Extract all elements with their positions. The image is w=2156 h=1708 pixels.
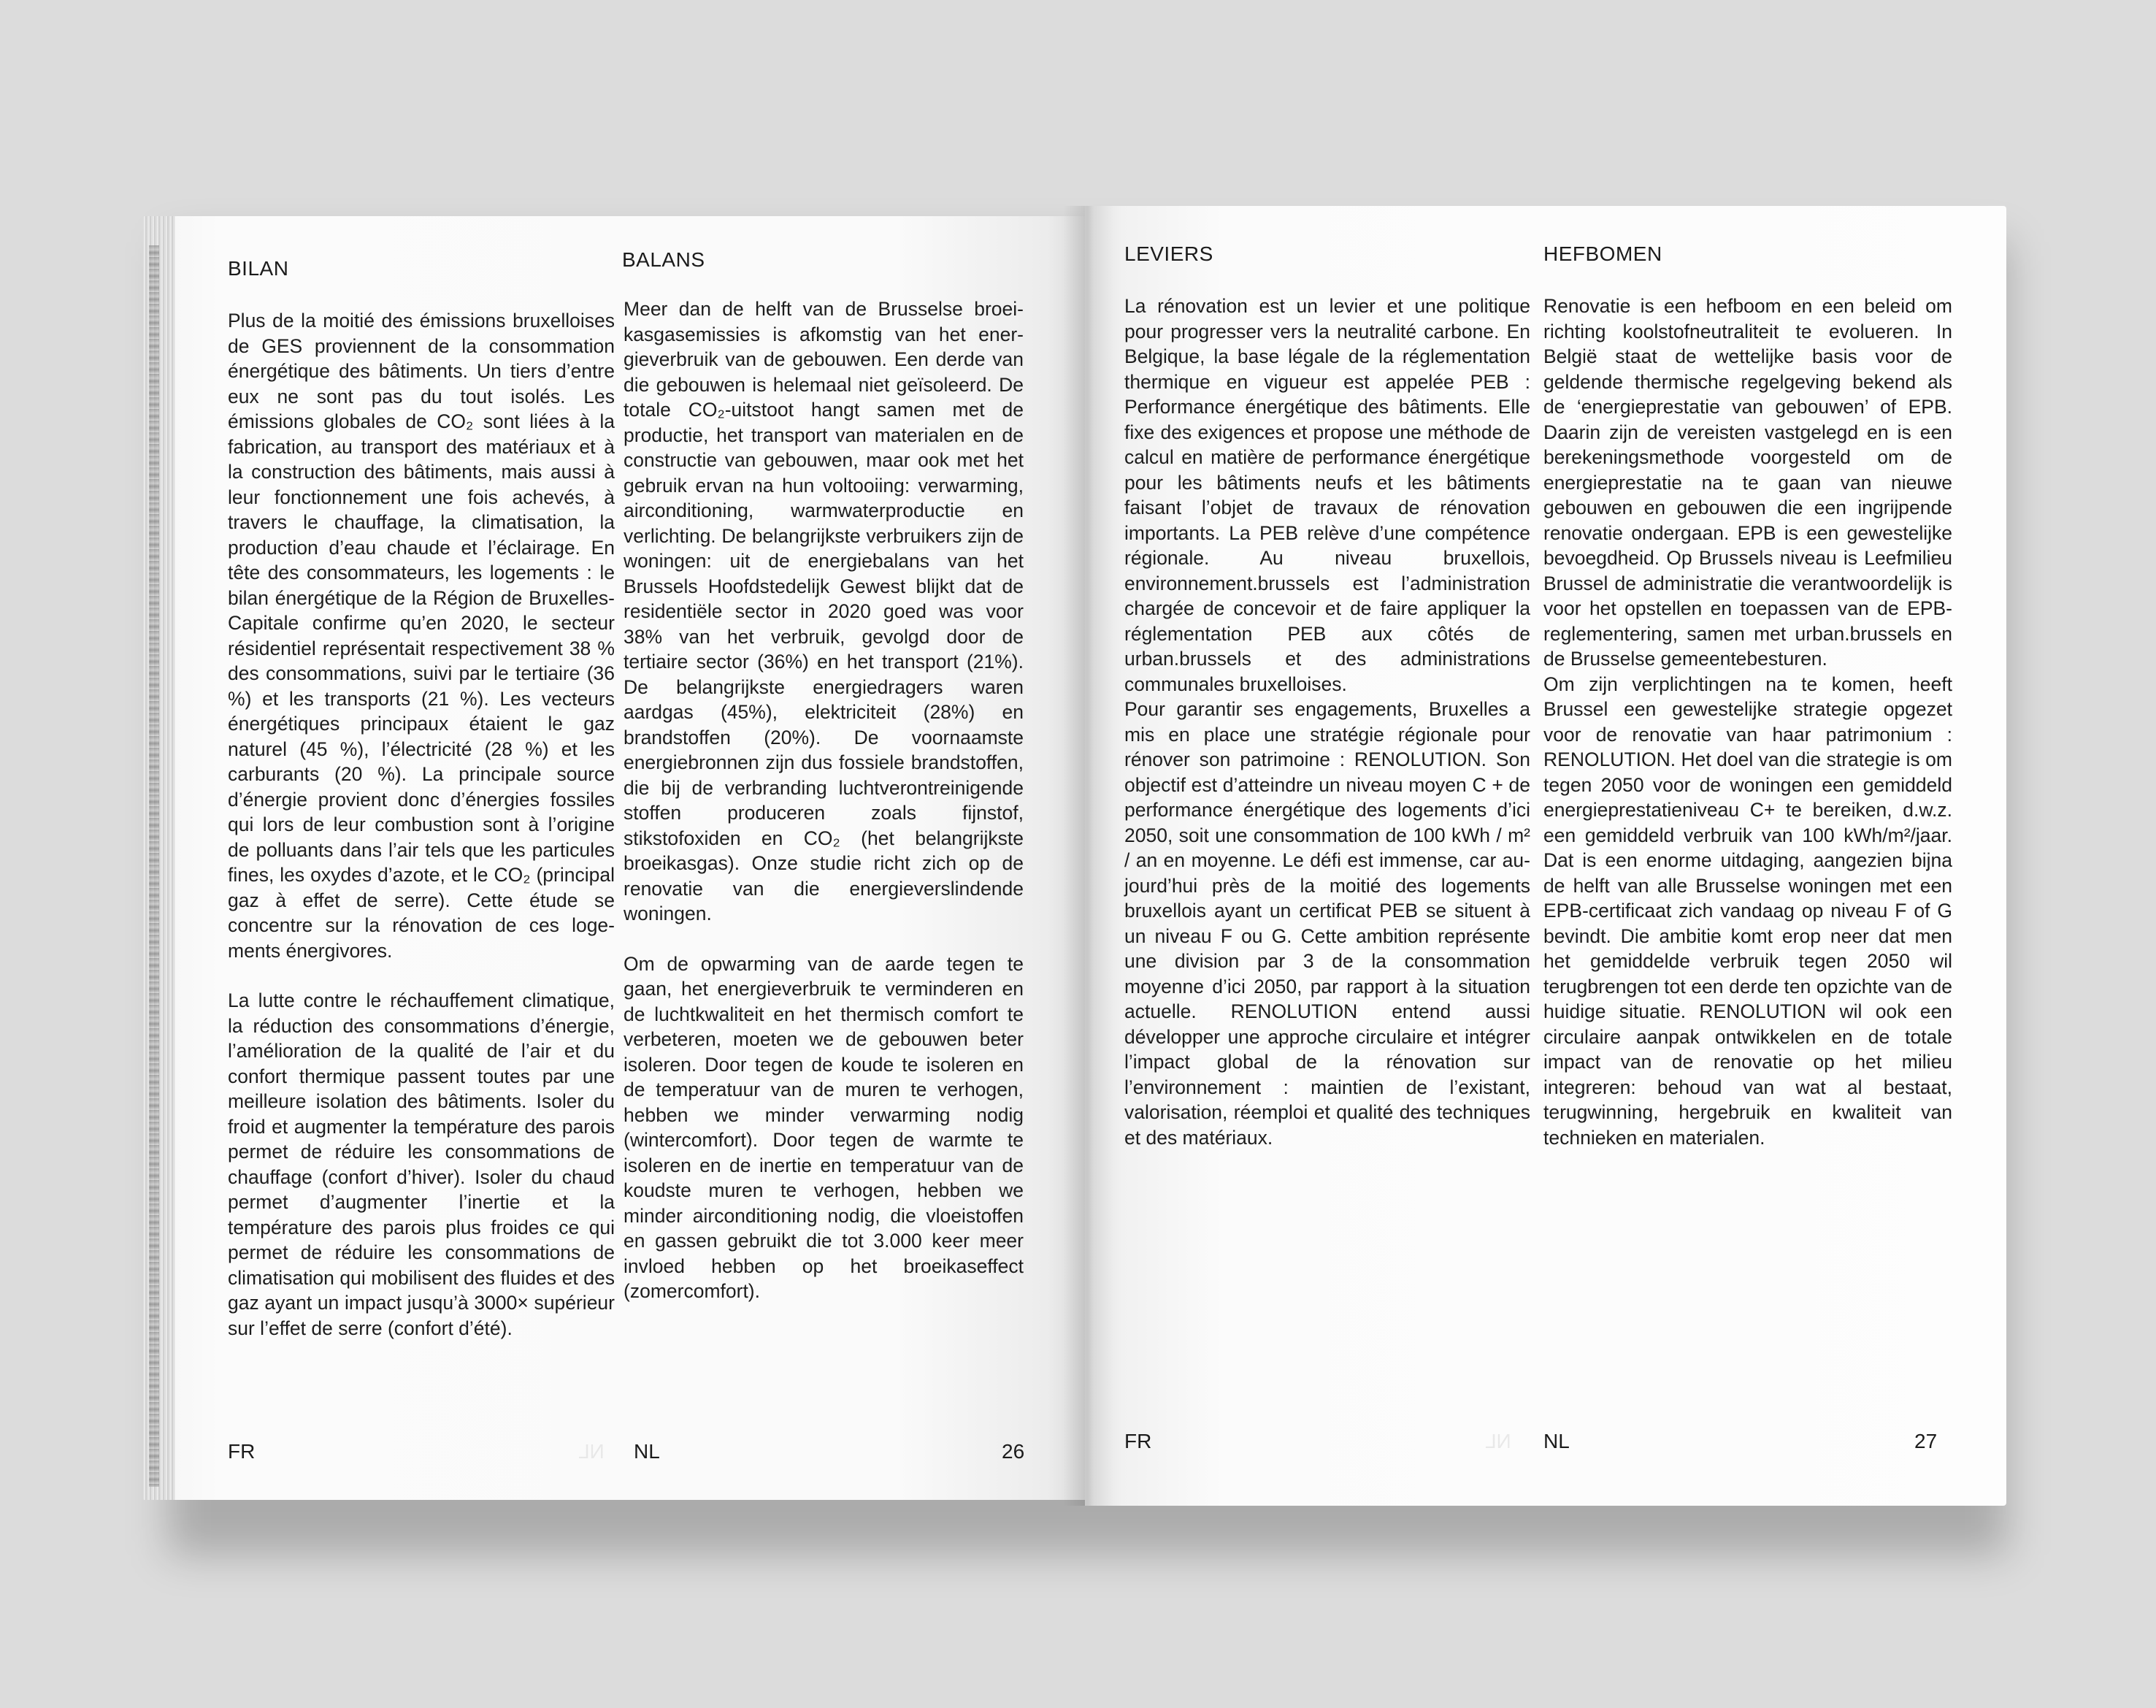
left-page [143,216,1085,1500]
paragraph: La rénovation est un levier et une politique pour progresser vers la neutralité carbone. En Belgique, la base légale de la réglementation thermique en vigueur est appelée PEB : Performance énergétique des bâtiments. Elle fixe des exigences et propose une méthode de calcul en matière de performance énergétique pour les bâtiments neufs et les bâtiments faisant l’objet de travaux de rénovation importants. La PEB relève d’une compétence régionale. Au niveau bruxellois, environnement.brussels est l’administration chargée de concevoir et de faire appliquer la réglementation PEB aux côtés de urban.brussels et des administrations communales bruxelloises. [1124,295,1530,695]
fr-footer-label: FR [1124,1430,1152,1452]
nl-column-balans [624,296,1024,1304]
nl-heading-hefbomen: HEFBOMEN [1543,242,1662,265]
nl-footer-label: NL [1543,1430,1570,1452]
show-through-text: NL [578,1440,605,1463]
fr-column-leviers [1124,294,1530,1150]
nl-heading-balans: BALANS [622,248,705,271]
fr-footer-label: FR [228,1440,256,1463]
paragraph: Meer dan de helft van de Brusselse broeikasgasemissies is afkomstig van het energieverbruik van de gebouwen. Een derde van die gebouwen is helemaal niet geïsoleerd. De totale CO₂-uitstoot hangt samen met de productie, het transport van materialen en de constructie van gebouwen, maar ook met het gebruik ervan na hun voltooiing: verwarming, airconditioning, warmwaterproductie en verlichting. De belangrijkste verbruikers zijn de woningen: uit de energiebalans van het Brussels Hoofdstedelijk Gewest blijkt dat de residentiële sector in 2020 goed was voor 38% van het verbruik, gevolgd door de tertiaire sector (36%) en het transport (21%). De belangrijkste energiedragers waren aardgas (45%), elektriciteit (28%) en brandstoffen (20%). De voornaamste energiebronnen zijn dus fossiele brandstoffen, die bij de verbranding luchtverontreinigende stoffen produceren zoals fijnstof, stikstofoxiden en CO₂ (het belangrijkste broeikasgas). Onze studie richt zich op de renovatie van die energieverslindende woningen. [624,298,1024,924]
paragraph: Om de opwarming van de aarde tegen te gaan, het energieverbruik te verminderen en de luchtkwaliteit en het thermisch comfort te verbeteren, moeten we de gebouwen beter isoleren. Door tegen de koude te isoleren en de temperatuur van de muren te verhogen, hebben we minder verwarming nodig (wintercomfort). Door tegen de warmte te isoleren en de inertie en temperatuur van de koudste muren te verhogen, hebben we minder airconditioning nodig, die vloeistoffen en gassen gebruikt die tot 3.000 keer meer invloed hebben op het broeikaseffect (zomercomfort). [624,952,1024,1302]
nl-footer-label: NL [634,1440,660,1463]
fr-heading-bilan: BILAN [228,257,289,280]
paragraph: Om zijn verplichtingen na te komen, heeft Brussel een gewestelijke strategie opgezet voor de renovatie van haar patrimonium : RENOLUTION. Het doel van die strategie is om tegen 2050 voor de woningen een gemiddeld energieprestatieniveau C+ te bereiken, d.w.z. een gemiddeld verbruik van 100 kWh/m²/jaar. Dat is een enorme uitdaging, aangezien bijna de helft van alle Brusselse woningen met een EPB-certificaat zich vandaag op niveau F of G bevindt. Die ambitie komt erop neer dat men het gemiddelde verbruik tegen 2050 wil terugbrengen tot een derde ten opzichte van de huidige situatie. RENOLUTION wil ook een circulaire aanpak ontwikkelen en de totale impact van de renovatie op het milieu integreren: behoud van wat al bestaat, terugwinning, hergebruik en kwaliteit van technieken en materialen. [1543,673,1952,1149]
fr-heading-leviers: LEVIERS [1124,242,1213,265]
paragraph: Renovatie is een hefboom en een beleid om richting koolstofneutraliteit te evolueren. In België staat de wettelijke basis voor de geldende thermische regelgeving bekend als de ‘energieprestatie van gebouwen’ of EPB. Daarin zijn de vereisten vastgelegd en is een berekeningsmethode voorgesteld om de energieprestatie na te gaan van nieuwe gebouwen en gebouwen die een ingrijpende renovatie ondergaan. EPB is een gewestelijke bevoegdheid. Op Brussels niveau is Leefmilieu Brussel de administratie die verantwoordelijk is voor het opstellen en toepassen van de EPB-reglementering, samen met urban.brussels en de Brusselse gemeentebesturen. [1543,295,1952,670]
show-through-text: NL [1485,1430,1511,1452]
nl-column-hefbomen [1543,294,1952,1150]
book-gutter [1063,206,1114,1506]
fr-column-bilan [228,308,615,1341]
paragraph: Pour garantir ses engagements, Bruxelles a mis en place une stratégie régionale pour rénover son patrimoine : RENOLUTION. Son objectif est d’atteindre un niveau moyen C + de performance énergétique des logements d’ici 2050, soit une consommation de 100 kWh / m² / an en moyenne. Le défi est immense, car aujourd’hui près de la moitié des logements bruxellois ayant un certificat PEB se situent à un niveau F ou G. Cette ambition représente une division par 3 de la consommation moyenne d’ici 2050, par rapport à la situation actuelle. RENOLUTION entend aussi développer une approche circulaire et intégrer l’impact global de la rénovation sur l’environnement : maintien de l’existant, valorisation, réemploi et qualité des techniques et des matériaux. [1124,698,1530,1149]
page-number-right: 27 [1914,1430,1938,1452]
open-book [143,206,2006,1506]
paragraph: Plus de la moitié des émissions bruxelloises de GES proviennent de la consommation énergétique des bâtiments. Un tiers d’entre eux ne sont pas du tout isolés. Les émissions globales de CO₂ sont liées à la fabrication, au transport des matériaux et à la construction des bâtiments, mais aussi à leur fonctionnement une fois achevés, à travers le chauffage, la climatisation, la production d’eau chaude et l’éclairage. En tête des consommateurs, les logements : le bilan énergétique de la Région de Bruxelles-Capitale confirme qu’en 2020, le secteur résidentiel représentait respectivement 38 % des consommations, suivi par le tertiaire (36 %) et les transports (21 %). Les vecteurs énergétiques principaux étaient le gaz naturel (45 %), l’électricité (28 %) et les carburants (20 %). La principale source d’énergie provient donc d’énergies fossiles qui lors de leur combustion sont à l’origine de polluants dans l’air tels que les particules fines, les oxydes d’azote, et le CO₂ (principal gaz à effet de serre). Cette étude se concentre sur la rénovation de ces logements énergivores. [228,310,615,962]
paragraph: La lutte contre le réchauffement climatique, la réduction des consommations d’énergie, l’amélioration de la qualité de l’air et du confort thermique passent toutes par une meilleure isolation des bâtiments. Isoler du froid et augmenter la température des parois permet de réduire les consommations de chauffage (confort d’hiver). Isoler du chaud permet d’augmenter l’inertie et la température des parois plus froides ce qui permet de réduire les consommations de climatisation qui mobilisent des fluides et des gaz ayant un impact jusqu’à 3000× supérieur sur l’effet de serre (confort d’été). [228,989,615,1339]
right-page [1085,206,2006,1506]
page-number-left: 26 [1002,1440,1025,1463]
